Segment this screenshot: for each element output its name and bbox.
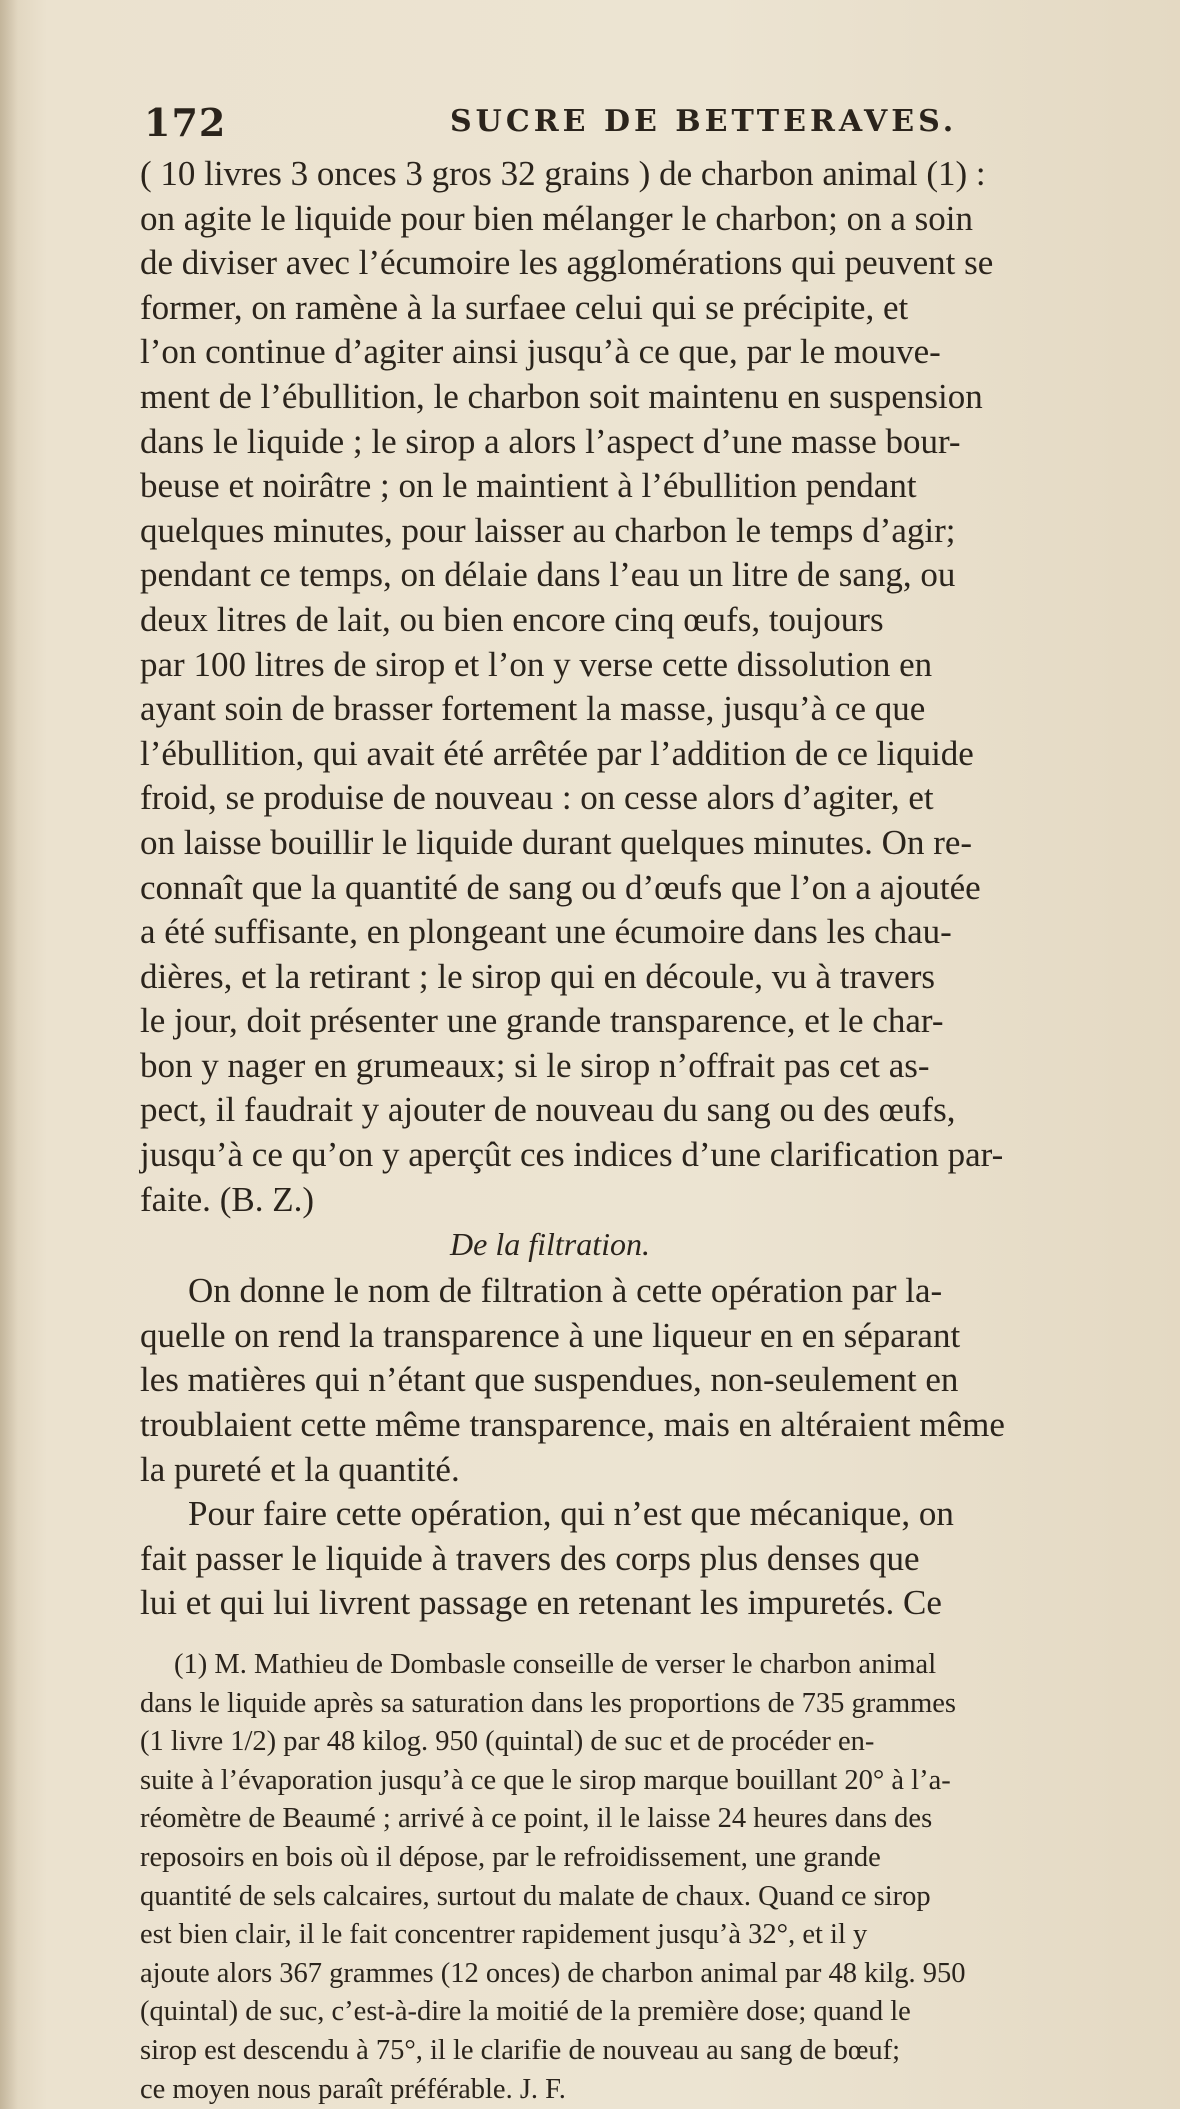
footnote-line: ce moyen nous paraît préférable.: [140, 2073, 513, 2105]
text-line: l’ébullition, qui avait été arrêtée par l’addition de ce liquide: [140, 733, 974, 773]
text-line: on agite le liquide pour bien mélanger le charbon; on a soin: [140, 198, 973, 238]
text-line: on laisse bouillir le liquide durant quelques minutes. On re-: [140, 822, 973, 862]
text-line: beuse et noirâtre ; on le maintient à l’ébullition pendant: [140, 466, 917, 506]
text-line: lui et qui lui livrent passage en retenant les impuretés. Ce: [140, 1583, 942, 1623]
page-content: [140, 90, 1180, 2109]
page-number: 172: [144, 100, 227, 145]
text-line: la pureté et la quantité.: [140, 1449, 460, 1489]
text-line: ment de l’ébullition, le charbon soit maintenu en suspension: [140, 376, 983, 416]
text-line: quelle on rend la transparence à une liqueur en en séparant: [140, 1315, 961, 1355]
footnote-line: (1 livre 1/2) par 48 kilog. 950 (quintal) de suc et de procéder en-: [140, 1726, 875, 1758]
binding-shadow: [0, 0, 18, 2109]
text-line: former, on ramène à la surfaee celui qui se précipite, et: [140, 287, 909, 327]
text-line: faite.: [140, 1179, 211, 1219]
text-line: le jour, doit présenter une grande transparence, et le char-: [140, 1001, 944, 1041]
footnote-line: (1) M. Mathieu de Dombasle conseille de verser le charbon animal: [174, 1649, 937, 1680]
text-line: Pour faire cette opération, qui n’est que mécanique, on: [188, 1494, 954, 1534]
text-line: jusqu’à ce qu’on y aperçût ces indices d’une clarification par-: [140, 1135, 1004, 1175]
text-line: deux litres de lait, ou bien encore cinq œufs, toujours: [140, 599, 884, 639]
footnote-line: quantité de sels calcaires, surtout du malate de chaux. Quand ce sirop: [140, 1880, 931, 1912]
text-line: dans le liquide ; le sirop a alors l’aspect d’une masse bour-: [140, 421, 961, 461]
text-line: bon y nager en grumeaux; si le sirop n’offrait pas cet as-: [140, 1045, 930, 1085]
footnote-line: sirop est descendu à 75°, il le clarifie de nouveau au sang de bœuf;: [140, 2034, 901, 2066]
footnote-line: réomètre de Beaumé ; arrivé à ce point, il le laisse 24 heures dans des: [140, 1803, 933, 1835]
paragraph-1: [140, 152, 1168, 1222]
footnote-line: dans le liquide après sa saturation dans les proportions de 735 grammes: [140, 1687, 957, 1719]
footnote-signature: J. F.: [519, 2073, 566, 2105]
running-title: SUCRE DE BETTERAVES.: [450, 104, 958, 139]
footnote-end-line: [140, 2071, 1168, 2109]
footnote-line: suite à l’évaporation jusqu’à ce que le sirop marque bouillant 20° à l’a-: [140, 1764, 951, 1796]
text-line: On donne le nom de filtration à cette opération par la-: [188, 1271, 943, 1311]
author-signature: (B. Z.): [219, 1179, 314, 1219]
text-line: les matières qui n’étant que suspendues, non-seulement en: [140, 1360, 959, 1400]
paragraph-2: [140, 1269, 1168, 1492]
paragraph-end-line: [140, 1178, 1168, 1223]
text-line: ( 10 livres 3 onces 3 gros 32 grains ) de charbon animal (1) :: [140, 154, 986, 193]
section-title: De la filtration.: [450, 1226, 650, 1263]
text-line: fait passer le liquide à travers des corps plus denses que: [140, 1538, 920, 1578]
paragraph-3: [140, 1492, 1168, 1626]
footnote-line: (quintal) de suc, c’est-à-dire la moitié de la première dose; quand le: [140, 1996, 911, 2028]
text-line: dières, et la retirant ; le sirop qui en découle, vu à travers: [140, 956, 935, 996]
text-line: de diviser avec l’écumoire les agglomérations qui peuvent se: [140, 243, 994, 283]
footnote-line: reposoirs en bois où il dépose, par le refroidissement, une grande: [140, 1841, 881, 1873]
text-line: l’on continue d’agiter ainsi jusqu’à ce que, par le mouve-: [140, 332, 941, 372]
text-line: pendant ce temps, on délaie dans l’eau un litre de sang, ou: [140, 555, 956, 595]
text-line: a été suffisante, en plongeant une écumoire dans les chau-: [140, 912, 952, 952]
text-line: troublaient cette même transparence, mais en altéraient même: [140, 1405, 1005, 1445]
footnote-line: est bien clair, il le fait concentrer rapidement jusqu’à 32°, et il y: [140, 1919, 868, 1951]
footnote-line: ajoute alors 367 grammes (12 onces) de charbon animal par 48 kilg. 950: [140, 1957, 966, 1989]
text-line: connaît que la quantité de sang ou d’œufs que l’on a ajoutée: [140, 867, 981, 907]
footnote: [140, 1646, 1168, 2109]
page-header: [140, 90, 1180, 152]
text-line: froid, se produise de nouveau : on cesse alors d’agiter, et: [140, 778, 934, 818]
text-line: quelques minutes, pour laisser au charbon le temps d’agir;: [140, 510, 956, 550]
text-line: pect, il faudrait y ajouter de nouveau du sang ou des œufs,: [140, 1090, 956, 1130]
text-line: ayant soin de brasser fortement la masse, jusqu’à ce que: [140, 689, 926, 729]
text-line: par 100 litres de sirop et l’on y verse cette dissolution en: [140, 644, 933, 684]
